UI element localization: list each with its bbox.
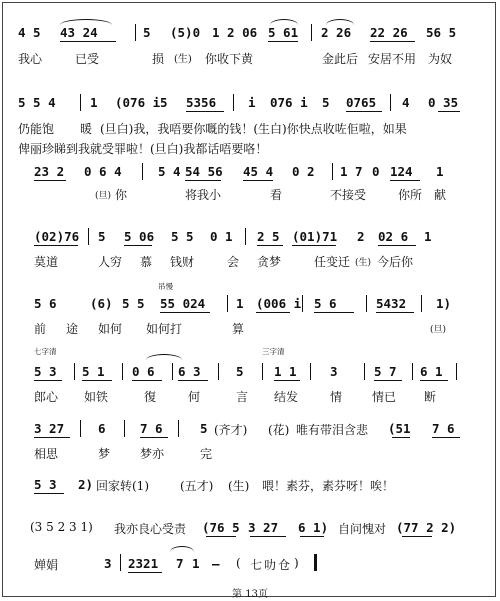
note-group: 1 <box>436 164 444 179</box>
note-group: (006 i <box>256 296 302 311</box>
lyric: 梦 <box>98 447 111 461</box>
note-group: 5 5 <box>171 229 194 244</box>
lyric: 我心 <box>18 52 43 66</box>
note-group: 1) <box>436 296 452 311</box>
note-group: 0 2 <box>292 164 315 179</box>
note-group: 5 5 4 <box>18 95 56 110</box>
lyric: 莫道 <box>34 255 59 269</box>
percussion: (花) <box>268 423 290 437</box>
note-group: 23 2 <box>34 164 65 179</box>
lyric: (生) <box>174 54 192 65</box>
lyric: 将我小 <box>185 188 222 202</box>
note-group: 5 1 <box>82 364 105 379</box>
note-group: 0 35 <box>428 95 459 110</box>
lyric: 不接受 <box>330 188 367 202</box>
lyric: 慕 <box>140 255 153 269</box>
lyric-dialogue: 喂！素芬，素芬呀！唉！ <box>262 479 395 493</box>
note-group: 2321 <box>128 556 159 571</box>
note-group: 6 1) <box>298 520 329 535</box>
lyric: 如何 <box>98 322 123 336</box>
note-group: 2 <box>357 229 365 244</box>
lyric: 郎心 <box>34 390 59 404</box>
note-group: 1 2 06 <box>212 25 258 40</box>
lyric: 如何打 <box>146 322 183 336</box>
lyric: 暖 <box>80 122 93 136</box>
lyric: 相思 <box>34 447 59 461</box>
lyric: 情 <box>330 390 343 404</box>
lyric: 你收下黄 <box>205 52 254 66</box>
lyric-dialogue: 自问愧对 <box>338 522 387 536</box>
lyric: (生) <box>355 258 372 268</box>
lyric: 你所 <box>398 188 423 202</box>
note-group: 076 i <box>270 95 308 110</box>
percussion: (五才) <box>180 479 214 493</box>
note-group: (01)71 <box>292 229 338 244</box>
note-group: 5 <box>200 421 208 436</box>
lyric: 断 <box>424 390 437 404</box>
style-note: 三字清 <box>262 347 285 356</box>
lyric: 途 <box>66 322 79 336</box>
lyric: 梦亦 <box>140 447 165 461</box>
percussion: (齐才) <box>214 423 248 437</box>
note-group: 7 <box>176 556 184 571</box>
note-group: 3 <box>104 556 112 571</box>
note-group: 5356 <box>186 95 217 110</box>
note-group: (076 i <box>115 95 161 110</box>
note-group: 2 5 <box>257 229 280 244</box>
note-group: 43 24 <box>60 25 98 40</box>
percussion-paren: ( <box>236 556 241 570</box>
lyric-dialogue: 回家转(1) <box>96 479 149 493</box>
note-group: (5)0 <box>170 25 201 40</box>
dash: — <box>212 556 220 571</box>
lyric: 仍能饱 <box>18 122 55 136</box>
percussion: 叻 <box>264 558 277 572</box>
percussion-paren: ) <box>294 556 299 570</box>
note-group: 5432 <box>376 296 407 311</box>
note-group: 0 <box>372 164 380 179</box>
lyric: 人穷 <box>98 255 123 269</box>
lyric-dialogue: 唯有带泪含悲 <box>296 423 369 437</box>
note-group: (02)76 <box>34 229 80 244</box>
lyric: (旦) <box>95 191 112 201</box>
note-group: 4 5 <box>18 25 41 40</box>
note-group: 3 27 <box>34 421 65 436</box>
note-group: 1 <box>90 95 98 110</box>
note-group: 1 7 <box>340 164 363 179</box>
lyric: 贪梦 <box>257 255 282 269</box>
note-group: 5 7 <box>374 364 397 379</box>
lyric: 任变迁 <box>314 255 351 269</box>
note-group: 5 <box>322 95 330 110</box>
note-group: 02 6 <box>378 229 409 244</box>
lyric: 钱财 <box>170 255 195 269</box>
note-group: 5 5 <box>122 296 145 311</box>
style-note: 七字清 <box>34 347 57 356</box>
note-group: (51 <box>388 421 411 436</box>
role-note: (生) <box>228 479 250 493</box>
note-group: 2 26 <box>321 25 352 40</box>
lyric: 今后你 <box>377 255 414 269</box>
note-group: 54 56 <box>185 164 223 179</box>
note-group: (6) <box>90 296 113 311</box>
note-group: (76 5 <box>202 520 240 535</box>
lyric: 情已 <box>372 390 397 404</box>
note-group: 5 6 <box>314 296 337 311</box>
lyric: 看 <box>270 188 283 202</box>
lyric: 前 <box>34 322 47 336</box>
note-group: 45 4 <box>243 164 274 179</box>
lyric: 復 <box>144 390 157 404</box>
note-group: 5 06 <box>124 229 155 244</box>
page-number: 第 13页 <box>232 589 268 600</box>
percussion: 仓 <box>278 558 291 572</box>
note-group: 5 <box>143 25 151 40</box>
note-group: 6 3 <box>178 364 201 379</box>
percussion: 七 <box>250 558 263 572</box>
lyric: 金此后 <box>322 52 359 66</box>
lyric: 已受 <box>75 52 100 66</box>
lyric: 何 <box>188 390 201 404</box>
lyric: 损 <box>152 52 165 66</box>
note-group: (77 2 2) <box>396 520 457 535</box>
note-group: 5 6 <box>34 296 57 311</box>
note-group: 3 27 <box>248 520 279 535</box>
note-group: 5 3 <box>34 364 57 379</box>
note-group: 6 1 <box>420 364 443 379</box>
note-group: 4 <box>402 95 410 110</box>
lyric: 算 <box>232 322 245 336</box>
note-group: 6 <box>98 421 106 436</box>
note-group: 5 61 <box>268 25 299 40</box>
note-group: 7 6 <box>140 421 163 436</box>
note-group: 2) <box>78 477 94 492</box>
lyric: 为奴 <box>428 52 453 66</box>
intro-notes: (3 5 2 3 1) <box>30 520 93 534</box>
note-group: 5 <box>98 229 106 244</box>
note-group: 0 6 <box>132 364 155 379</box>
lyric: (旦) <box>430 325 447 335</box>
note-group: 3 <box>330 364 338 379</box>
tempo-note: 吊慢 <box>158 282 173 291</box>
note-group: 5 <box>236 364 244 379</box>
note-group: 5 <box>160 95 168 110</box>
note-group: 0 6 4 <box>84 164 122 179</box>
lyric-dialogue: 我亦良心受责 <box>114 522 187 536</box>
lyric: 结发 <box>274 390 299 404</box>
note-group: 124 <box>390 164 413 179</box>
lyric: 献 <box>434 188 447 202</box>
lyric: 如铁 <box>84 390 109 404</box>
note-group: 5 3 <box>34 477 57 492</box>
note-group: 0765 <box>346 95 377 110</box>
lyric-dialogue: 俾丽珍睇到我就受罪啦！(旦白)我都话唔要咯！ <box>18 142 268 156</box>
note-group: 1 <box>192 556 200 571</box>
lyric: 婵娟 <box>34 558 59 572</box>
note-group: i <box>248 95 256 110</box>
lyric: 会 <box>227 255 240 269</box>
note-group: 1 <box>424 229 432 244</box>
note-group: 5 4 <box>158 164 181 179</box>
note-group: 22 26 <box>370 25 408 40</box>
note-group: 1 1 <box>274 364 297 379</box>
note-group: 1 <box>236 296 244 311</box>
lyric-dialogue: (旦白)我，我唔要你嘅的钱！(生白)你快点收咗佢啦，如果 <box>100 122 407 136</box>
lyric: 安居不用 <box>368 52 417 66</box>
note-group: 55 024 <box>160 296 206 311</box>
note-group: 0 1 <box>210 229 233 244</box>
lyric: 你 <box>115 188 128 202</box>
note-group: 56 5 <box>426 25 457 40</box>
note-group: 7 6 <box>432 421 455 436</box>
lyric: 完 <box>200 447 213 461</box>
lyric: 言 <box>236 390 249 404</box>
